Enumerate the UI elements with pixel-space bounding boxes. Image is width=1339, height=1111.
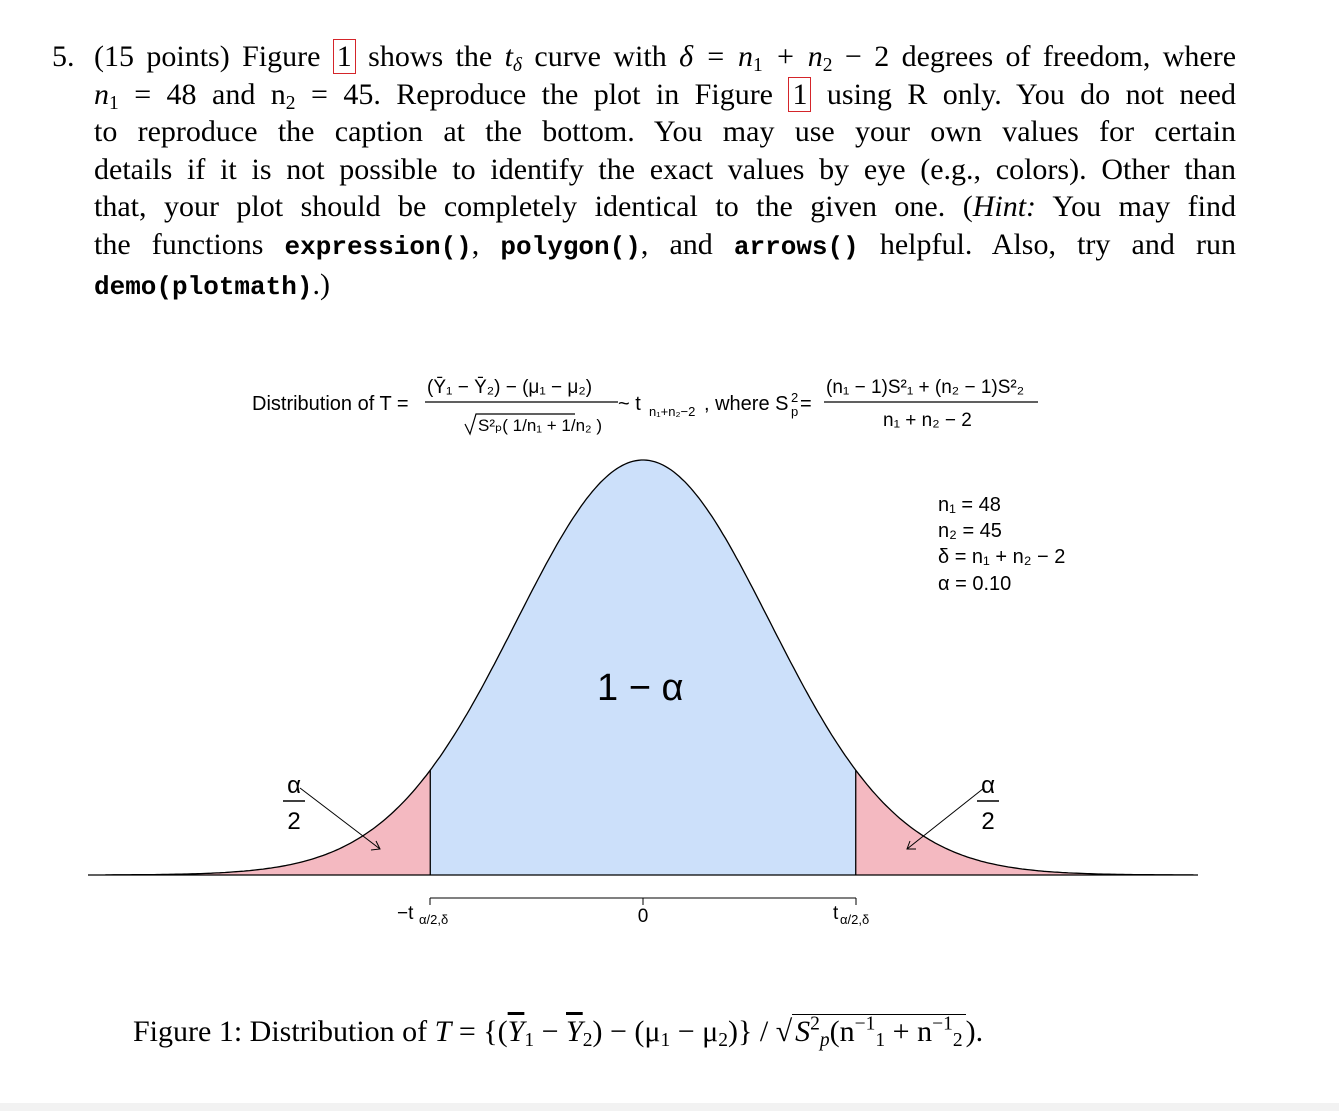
t-distribution-figure (0, 330, 1339, 990)
bottom-bar (0, 1103, 1339, 1111)
right-tail-alpha: α (981, 772, 995, 799)
tick-label-center: 0 (637, 906, 649, 927)
header-rhs-numerator: (n₁ − 1)S²₁ + (n₂ − 1)S²₂ (826, 377, 1025, 398)
header-sp-sub: p (791, 404, 799, 419)
code-polygon: polygon() (500, 231, 641, 262)
header-numerator: (Ȳ₁ − Ȳ₂) − (μ₁ − μ₂) (427, 377, 593, 398)
problem-statement (52, 38, 1236, 307)
header-sp-sup: 2 (791, 390, 799, 405)
legend-alpha: α = 0.10 (938, 573, 1012, 595)
problem-line-6: the functions expression(), polygon(), and arrows() helpful. Also, try and run (94, 227, 1236, 262)
legend-delta: δ = n₁ + n₂ − 2 (938, 546, 1066, 568)
problem-body (94, 38, 1236, 307)
problem-line-3: to reproduce the caption at the bottom. You may use your own values for certain (94, 115, 1236, 148)
problem-line-5: that, your plot should be completely identical to the given one. (Hint: You may find (94, 190, 1236, 223)
left-arrow (300, 788, 380, 849)
figure-reference-link-2[interactable]: 1 (788, 77, 811, 112)
left-tail-alpha: α (287, 772, 301, 799)
problem-line-4: details if it is not possible to identify the exact values by eye (e.g., colors). Other than (94, 152, 1236, 186)
tick-label-right-sub: α/2,δ (840, 912, 870, 927)
left-tail-region (131, 770, 430, 875)
header-tilde-t: ~ t (618, 393, 641, 415)
t-distribution-plot (0, 330, 1339, 990)
center-area-label: 1 − α (597, 667, 684, 709)
header-rhs-denominator: n₁ + n₂ − 2 (883, 410, 972, 431)
legend-n2: n₂ = 45 (938, 520, 1002, 542)
tick-label-left: −t (397, 903, 414, 924)
left-tail-two: 2 (287, 808, 301, 835)
x-axis-labels (397, 903, 869, 927)
code-expression: expression() (284, 231, 472, 262)
plot-header-formula (252, 377, 1038, 435)
problem-line-2: $n_1 = 48$ and $n_2 = 45$. Reproduce the plot in Figure 1 using R only. You do not need (94, 77, 1236, 114)
right-tail-label (977, 772, 999, 835)
figure-reference-link[interactable]: 1 (333, 39, 356, 74)
tick-label-right: t (833, 903, 839, 924)
tick-label-left-sub: α/2,δ (419, 912, 449, 927)
left-tail-label (283, 772, 305, 835)
code-arrows: arrows() (733, 231, 859, 262)
header-dist-of-t: Distribution of T = (252, 393, 409, 415)
right-tail-two: 2 (981, 808, 995, 835)
right-tail-region (856, 770, 1155, 875)
header-t-sub: n₁+n₂−2 (649, 404, 696, 419)
header-where: , where S (704, 393, 789, 415)
right-arrow (907, 788, 984, 849)
figure-caption: Figure 1: Distribution of $T = \{(\overline{Y}_1 - \overline{Y}_2) - (\mu_1 - \mu_2)\}$ / √ $S^2_p(n^{-1}_1 + n^{-1}_2$ ). (133, 1013, 984, 1051)
parameter-legend (938, 494, 1065, 595)
header-denominator: S²ₚ( 1/n₁ + 1/n₂ ) (478, 416, 603, 435)
problem-line-1: (15 points) Figure 1 shows the $t_\delta$ curve with $\delta = n_1 + n_2 - 2$ degrees of freedom, where (94, 40, 1237, 76)
problem-line-7: demo(plotmath).) (94, 268, 330, 302)
legend-n1: n₁ = 48 (938, 494, 1001, 516)
problem-number: 5. (52, 40, 75, 73)
x-axis-ticks (430, 898, 856, 905)
header-eq: = (800, 393, 812, 415)
code-demo-plotmath: demo(plotmath) (94, 272, 313, 302)
